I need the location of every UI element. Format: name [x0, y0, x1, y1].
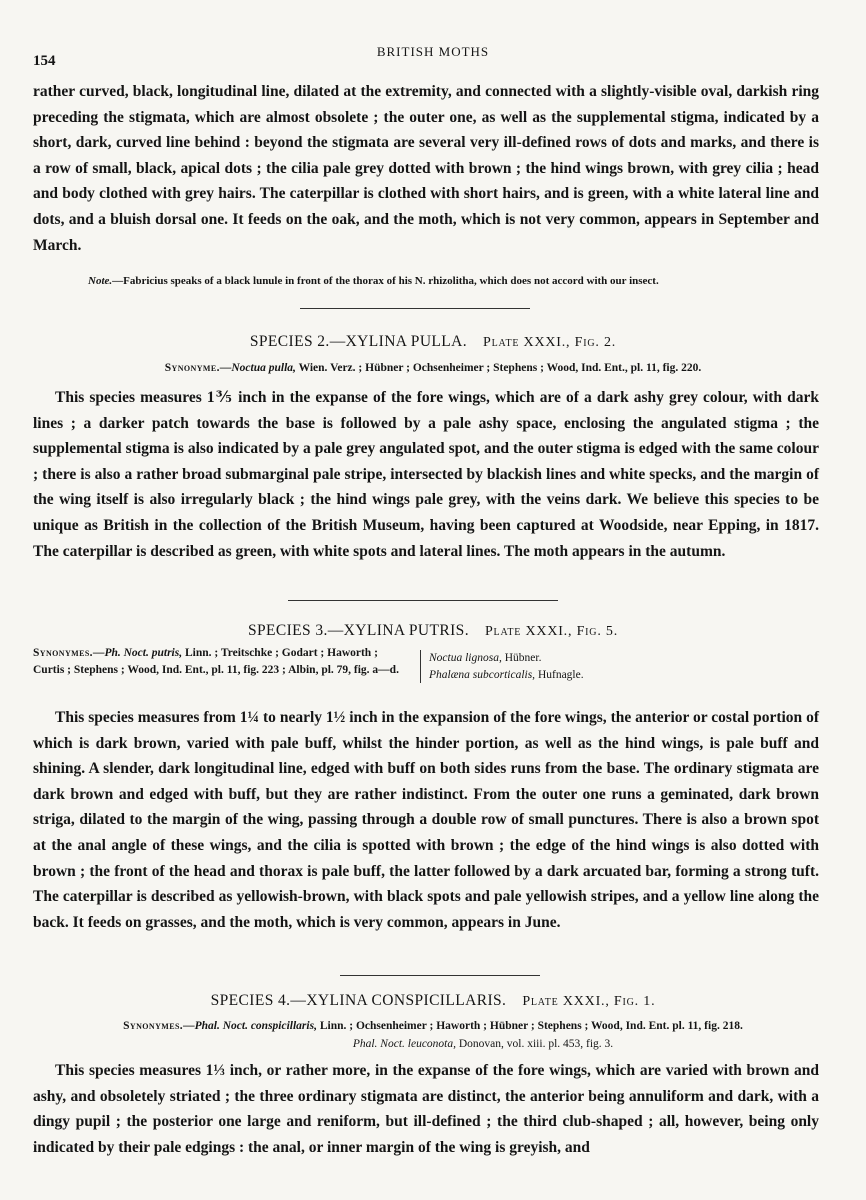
species-3-plate: Plate XXXI., Fig. 5. [484, 624, 619, 639]
species-4-paragraph: This species measures 1⅓ inch, or rather more, in the expanse of the fore wings, which are varied with brown and ashy, and obsoletely striated ; the three ordinary stigmata are distinct, the anterior being annuliform and dark, with a dingy pupil ; the posterior one large and reniform, but ill-defined ; the third club-shaped ; all, however, being only indicated by their pale edgings : the anal, or inner margin of the wing is greyish, and [33, 1062, 819, 1156]
species-3-synonyms-left [33, 645, 408, 678]
species-4-plate: Plate XXXI., Fig. 1. [522, 994, 656, 1009]
synonym-rest: Donovan, vol. xiii. pl. 453, fig. 3. [456, 1038, 614, 1050]
species-3-title: SPECIES 3.—XYLINA PUTRIS. [247, 622, 469, 639]
synonym-line [429, 650, 584, 667]
species-3-synonyms-right [420, 650, 584, 683]
synonym-name: Phal. Noct. leuconota, [352, 1038, 456, 1050]
section-divider [340, 975, 540, 976]
species-4-title: SPECIES 4.—XYLINA CONSPICILLARIS. [210, 992, 507, 1009]
footnote [88, 275, 659, 287]
species-2-paragraph: This species measures 1⅗ inch in the expanse of the fore wings, which are of a dark ashy grey colour, with dark lines ; a darker patch towards the base is followed by a pale ashy space, enclosing the angulated stigma ; the supplemental stigma is also indicated by a pale grey angulated spot, and the outer stigma is edged with the same colour ; there is also a rather broad submarginal pale stripe, intersected by blackish lines and white specks, and the margin of the wing itself is also irregularly black ; the hind wings pale grey, with the veins dark. We believe this species to be unique as British in the collection of the British Museum, having been captured at Woodside, near Epping, in 1817. The caterpillar is described as green, with white spots and lateral lines. The moth appears in the autumn. [33, 389, 819, 560]
synonym-name: —Noctua pulla, [219, 362, 296, 374]
synonym-name: Phalæna subcorticalis, [429, 668, 536, 681]
synonym-rest: Linn. ; Ochsenheimer ; Haworth ; Hübner ; Stephens ; Wood, Ind. Ent. pl. 11, fig. 218. [316, 1020, 743, 1032]
synonym-label: Synonymes. [123, 1020, 184, 1032]
intro-paragraph: rather curved, black, longitudinal line, dilated at the extremity, and connected with a slightly-visible oval, darkish ring preceding the stigmata, which are almost obsolete ; the outer one, as well as the supplemental stigma, indicated by a short, dark, curved line behind : beyond the stigmata are several very ill-defined rows of dots and marks, and there is a row of small, black, apical dots ; the cilia pale grey dotted with brown ; the hind wings brown, with grey cilia ; head and body clothed with grey hairs. The caterpillar is clothed with short hairs, and is green, with a white lateral line and dots, and a bluish dorsal one. It feeds on the oak, and the moth, which is not very common, appears in September and March. [33, 83, 819, 254]
species-4-heading [0, 992, 866, 1010]
synonym-rest: Hufnagle. [535, 668, 584, 681]
synonym-line [429, 667, 584, 684]
species-4-synonyms [0, 1020, 866, 1032]
species-3-heading [0, 622, 866, 640]
note-label: Note. [88, 275, 113, 287]
page-number: 154 [33, 53, 56, 69]
species-2-synonyms [0, 362, 866, 374]
synonym-name: —Ph. Noct. putris, [92, 647, 183, 659]
section-divider [288, 600, 558, 601]
species-2-plate: Plate XXXI., Fig. 2. [483, 335, 617, 350]
species-2-title: SPECIES 2.—XYLINA PULLA. [249, 333, 468, 350]
note-text: —Fabricius speaks of a black lunule in front of the thorax of his N. rhizolitha, which does not accord with our insect. [112, 275, 659, 287]
synonym-name: Noctua lignosa, [429, 652, 502, 664]
species-4-synonyms-line2 [0, 1038, 866, 1050]
synonym-label: Synonymes. [33, 647, 93, 659]
synonym-label: Synonyme. [164, 362, 220, 374]
synonym-rest: Wien. Verz. ; Hübner ; Ochsenheimer ; Stephens ; Wood, Ind. Ent., pl. 11, fig. 220. [295, 362, 702, 374]
synonym-rest: Hübner. [501, 652, 542, 664]
species-3-paragraph: This species measures from 1¼ to nearly 1½ inch in the expansion of the fore wings, the anterior or costal portion of which is dark brown, varied with pale buff, whilst the hinder portion, as well as the hind wings, is pale buff and shining. A slender, dark longitudinal line, edged with buff on both sides runs from the base. The ordinary stigmata are dark brown and edged with buff, but they are rather indistinct. From the outer one runs a geminated, dark brown striga, dilated to the margin of the wing, passing through a double row of small punctures. There is also a brown spot at the anal angle of these wings, and the cilia is spotted with brown ; the edge of the hind wings is also dotted with brown ; the front of the head and thorax is pale buff, the latter followed by a dark arcuated bar, forming a strong tuft. The caterpillar is described as yellowish-brown, with black spots and pale yellowish stripes, and a yellow line along the back. It feeds on grasses, and the moth, which is very common, appears in June. [33, 709, 819, 931]
synonym-rest: Linn. ; Treitschke ; Godart ; Haworth ; Curtis ; Stephens ; Wood, Ind. Ent., pl. 11, fig. 223 ; Albin, pl. 79, fig. a—d. [33, 647, 399, 676]
running-title: BRITISH MOTHS [376, 44, 490, 59]
section-divider [300, 308, 530, 309]
synonym-name: —Phal. Noct. conspicillaris, [183, 1020, 317, 1032]
species-2-heading [0, 333, 866, 351]
